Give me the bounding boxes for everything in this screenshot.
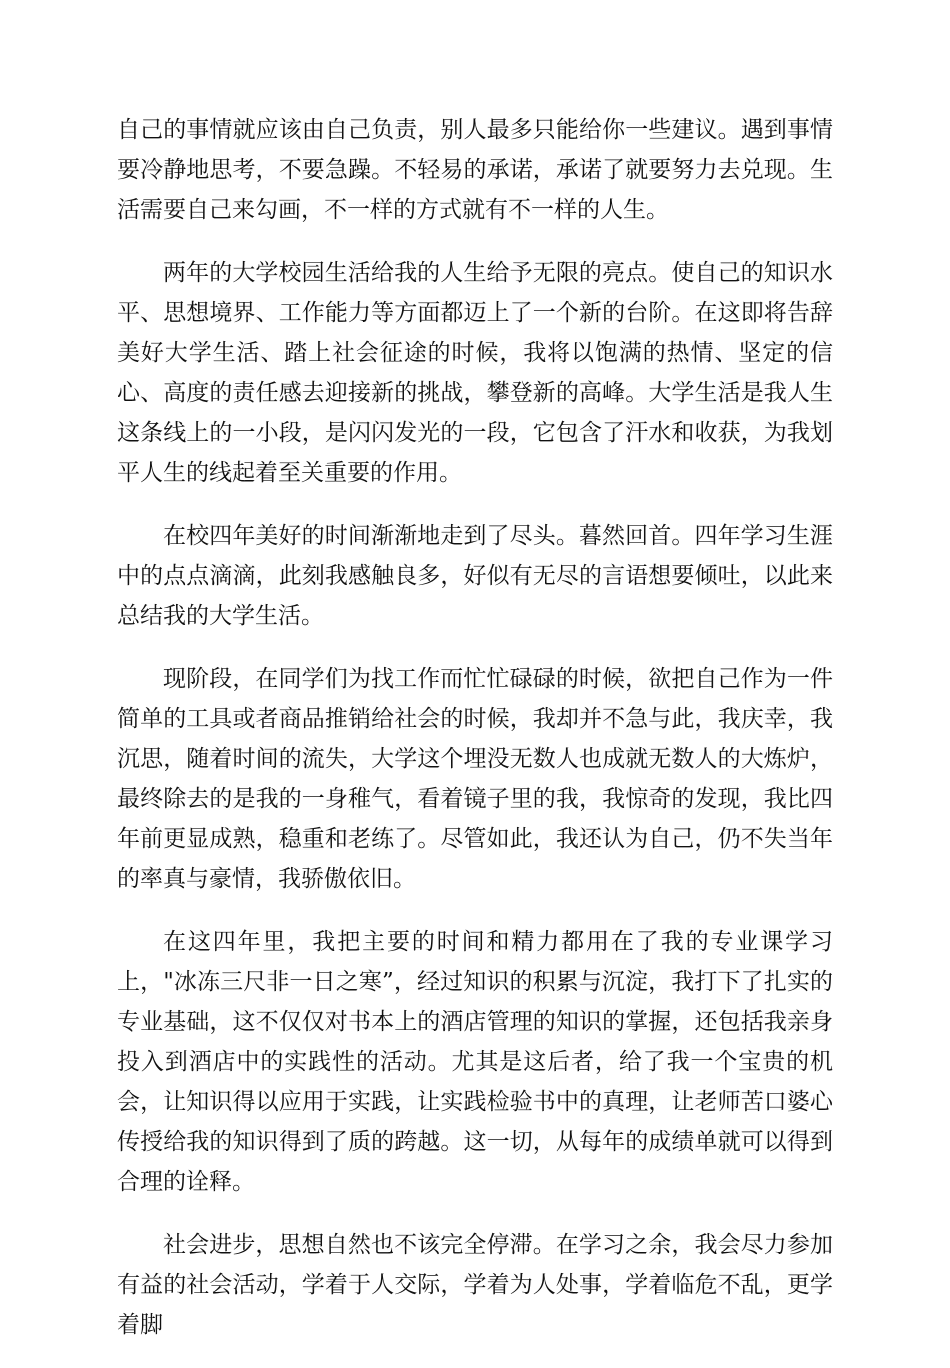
paragraph-2: 两年的大学校园生活给我的人生给予无限的亮点。使自己的知识水平、思想境界、工作能力等方面都迈上了一个新的台阶。在这即将告辞美好大学生活、踏上社会征途的时候，我将以饱满的热情、坚定的信心、高度的责任感去迎接新的挑战，攀登新的高峰。大学生活是我人生这条线上的一小段，是闪闪发光的一段，它包含了汗水和收获，为我划平人生的线起着至关重要的作用。 [117, 260, 833, 486]
paragraph-6: 社会进步，思想自然也不该完全停滞。在学习之余，我会尽力参加有益的社会活动，学着于人交际，学着为人处事，学着临危不乱，更学着脚 [117, 1232, 833, 1338]
paragraph-4: 现阶段，在同学们为找工作而忙忙碌碌的时候，欲把自己作为一件简单的工具或者商品推销给社会的时候，我却并不急与此，我庆幸，我沉思，随着时间的流失，大学这个埋没无数人也成就无数人的大炼炉，最终除去的是我的一身稚气，看着镜子里的我，我惊奇的发现，我比四年前更显成熟，稳重和老练了。尽管如此，我还认为自己，仍不失当年的率真与豪情，我骄傲依旧。 [117, 666, 833, 892]
paragraph-1: 自己的事情就应该由自己负责，别人最多只能给你一些建议。遇到事情要冷静地思考，不要急躁。不轻易的承诺，承诺了就要努力去兑现。生活需要自己来勾画，不一样的方式就有不一样的人生。 [117, 117, 833, 223]
paragraph-3: 在校四年美好的时间渐渐地走到了尽头。暮然回首。四年学习生涯中的点点滴滴，此刻我感触良多，好似有无尽的言语想要倾吐，以此来总结我的大学生活。 [117, 523, 833, 629]
paragraph-5: 在这四年里，我把主要的时间和精力都用在了我的专业课学习上，"冰冻三尺非一日之寒”，经过知识的积累与沉淀，我打下了扎实的专业基础，这不仅仅对书本上的酒店管理的知识的掌握，还包括我亲身投入到酒店中的实践性的活动。尤其是这后者，给了我一个宝贵的机会，让知识得以应用于实践，让实践检验书中的真理，让老师苦口婆心传授给我的知识得到了质的跨越。这一切，从每年的成绩单就可以得到合理的诠释。 [117, 929, 833, 1195]
document-body [117, 110, 833, 1368]
